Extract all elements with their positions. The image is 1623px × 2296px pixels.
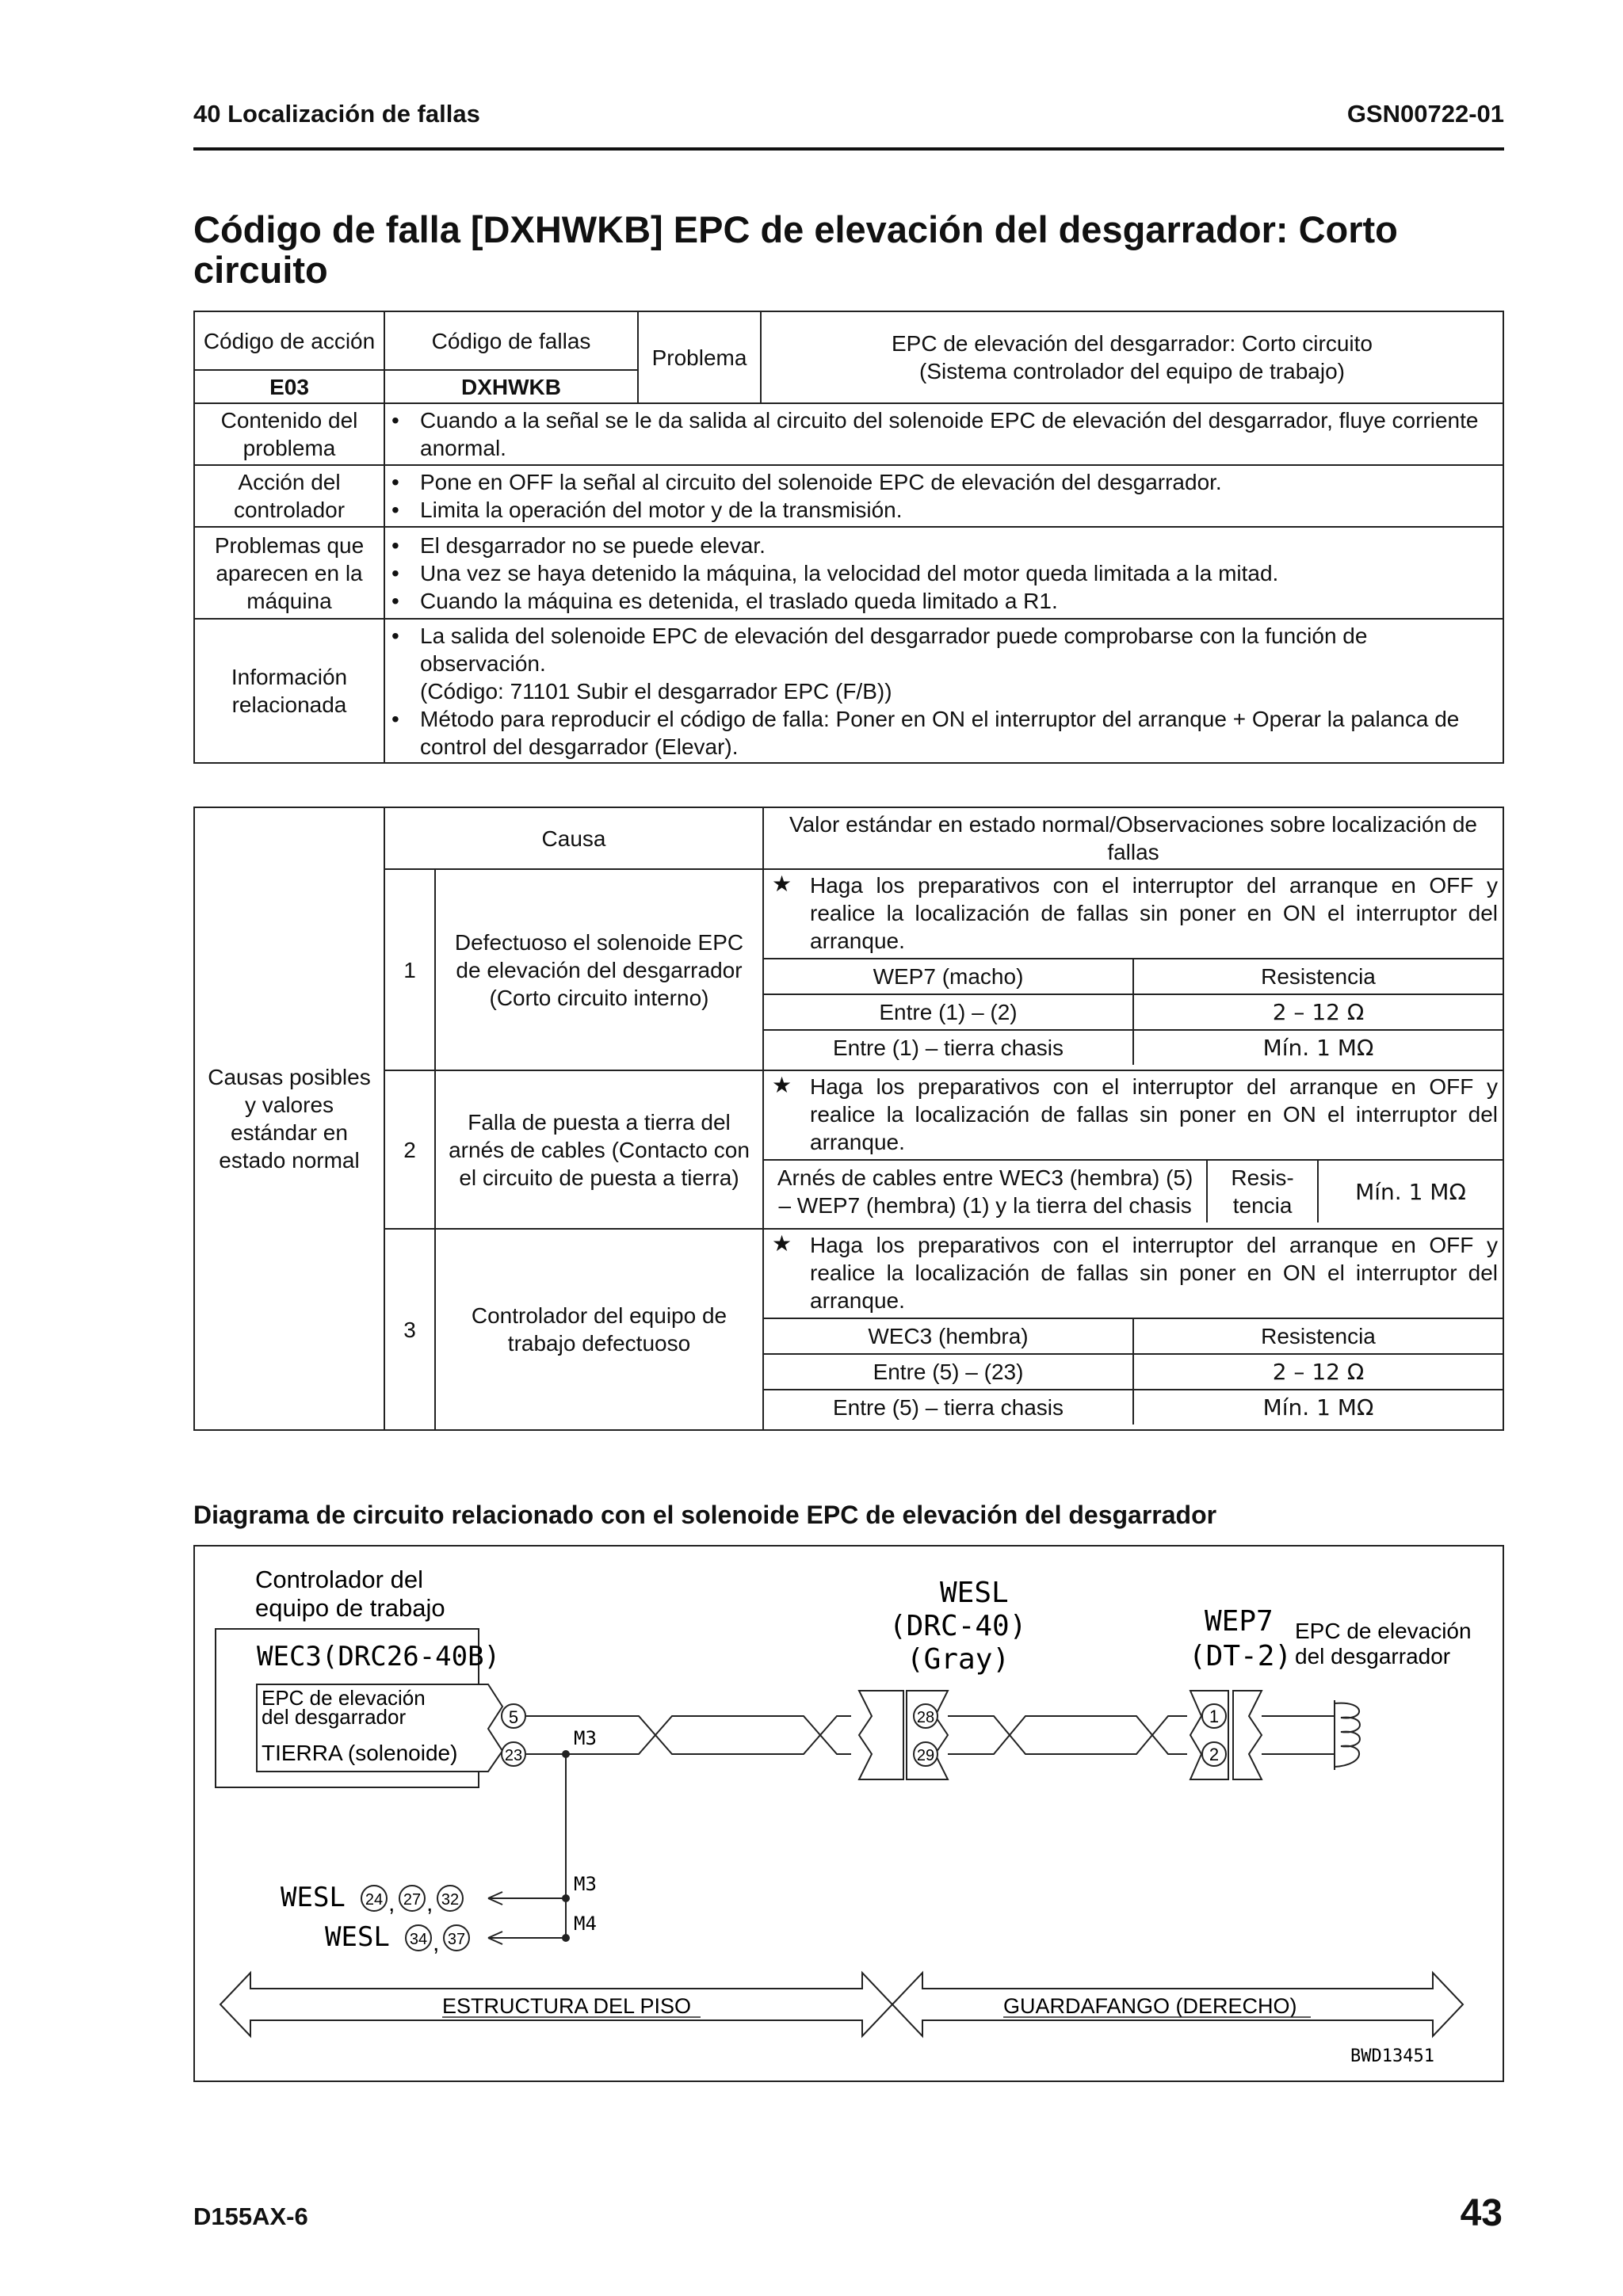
fault-code-label: Código de fallas xyxy=(384,311,638,370)
wesl-color: (Gray) xyxy=(907,1643,1010,1676)
wesl-connector-left xyxy=(859,1691,903,1779)
section-title: 40 Localización de fallas xyxy=(193,100,480,128)
pin-28-label: 28 xyxy=(916,1709,935,1726)
solenoid-label: EPC de elevación xyxy=(1295,1619,1472,1643)
instruction-note: ★ Haga los preparativos con el interruptor del arranque en OFF y realice la localización de fallas sin poner en ON el interruptor del arranque. xyxy=(772,871,1498,953)
junction-dot xyxy=(562,1750,570,1758)
separator: , xyxy=(433,1930,440,1956)
instruction-note: ★ Haga los preparativos con el interruptor del arranque en OFF y realice la localización de fallas sin poner en ON el interruptor del arranque. xyxy=(772,1073,1498,1154)
star-icon: ★ xyxy=(772,1231,792,1256)
wec3-label: WEC3(DRC26-40B) xyxy=(257,1641,501,1672)
wep7-connector-right xyxy=(1233,1691,1262,1779)
bullet-item: • La salida del solenoide EPC de elevación del desgarrador puede comprobarse con la función de observación. xyxy=(391,622,1496,677)
problem-label: Problema xyxy=(638,311,761,403)
pin-2-label: 2 xyxy=(1209,1745,1220,1764)
table-cell: Arnés de cables entre WEC3 (hembra) (5) – WEP7 (hembra) (1) y la tierra del chasis xyxy=(764,1160,1207,1222)
controller-label: equipo de trabajo xyxy=(255,1594,445,1622)
table-cell: Entre (5) – (23) xyxy=(764,1354,1133,1390)
wep7-connector-left xyxy=(1190,1691,1228,1779)
bullet-item: • Pone en OFF la señal al circuito del solenoide EPC de elevación del desgarrador. xyxy=(391,468,1496,496)
causes-table xyxy=(193,807,1504,1431)
arrow-ref1 xyxy=(488,1892,566,1905)
row-machine-problems xyxy=(384,527,1503,619)
zone-label-floor: ESTRUCTURA DEL PISO xyxy=(442,1994,692,2018)
pin-32-label: 32 xyxy=(441,1891,460,1909)
row-label-controller-action: Acción del controlador xyxy=(194,465,384,527)
cause-header: Causa xyxy=(384,807,763,869)
pin-29-label: 29 xyxy=(916,1747,935,1764)
instruction-note: ★ Haga los preparativos con el interruptor del arranque en OFF y realice la localización de fallas sin poner en ON el interruptor del arranque. xyxy=(772,1231,1498,1313)
row-label-related-info: Información relacionada xyxy=(194,619,384,763)
problem-description xyxy=(761,311,1503,403)
value-header: Valor estándar en estado normal/Observaciones sobre localización de fallas xyxy=(763,807,1503,869)
circuit-diagram xyxy=(193,1545,1504,2082)
cause-number: 2 xyxy=(384,1070,435,1229)
controller-label: Controlador del xyxy=(255,1566,423,1593)
wesl-ref-label: WESL xyxy=(325,1921,390,1953)
pin-24-label: 24 xyxy=(365,1891,384,1909)
cause-3-values xyxy=(763,1229,1503,1430)
fault-code: DXHWKB xyxy=(384,370,638,403)
row-controller-action xyxy=(384,465,1503,527)
measurement-table xyxy=(764,1159,1503,1222)
pin-5-label: 5 xyxy=(508,1707,519,1727)
cause-number: 1 xyxy=(384,869,435,1070)
separator: , xyxy=(388,1890,395,1917)
header-rule xyxy=(193,147,1504,151)
bullet-item: • El desgarrador no se puede elevar. xyxy=(391,532,1496,559)
table-cell: 2 – 12 Ω xyxy=(1133,994,1503,1030)
row-label-machine-problems: Problemas que aparecen en la máquina xyxy=(194,527,384,619)
measurement-table xyxy=(764,1318,1503,1425)
causes-side-label: Causas posibles y valores estándar en estado normal xyxy=(194,807,384,1430)
cause-text: Defectuoso el solenoide EPC de elevación del desgarrador (Corto circuito interno) xyxy=(435,869,763,1070)
table-cell: Resistencia xyxy=(1133,1318,1503,1354)
zone-label-fender: GUARDAFANGO (DERECHO) xyxy=(1003,1994,1297,2018)
wep7-label: WEP7 xyxy=(1205,1605,1274,1638)
epc-label: del desgarrador xyxy=(262,1705,407,1729)
pin-23-label: 23 xyxy=(504,1747,523,1764)
page-number: 43 xyxy=(1460,2192,1503,2234)
cause-number: 3 xyxy=(384,1229,435,1430)
row-related-info xyxy=(384,619,1503,763)
document-code: GSN00722-01 xyxy=(1346,100,1504,128)
table-cell: Mín. 1 MΩ xyxy=(1318,1160,1503,1222)
ground-label: TIERRA (solenoide) xyxy=(262,1741,458,1765)
page-title: Código de falla [DXHWKB] EPC de elevación del desgarrador: Corto circuito xyxy=(193,208,1398,291)
wesl-ref-label: WESL xyxy=(281,1882,346,1913)
epc-label: EPC de elevación xyxy=(262,1686,426,1710)
machine-model: D155AX-6 xyxy=(193,2203,308,2230)
wire-29 xyxy=(948,1716,1187,1754)
ground-branch xyxy=(526,1754,566,1941)
measurement-table xyxy=(764,958,1503,1065)
separator: , xyxy=(426,1890,433,1917)
row-content xyxy=(384,403,1503,465)
bullet-item: • Método para reproducir el código de falla: Poner en ON el interruptor del arranque + Operar la palanca de control del desgarrador (Elevar). xyxy=(391,705,1496,761)
bullet-item: • Una vez se haya detenido la máquina, la velocidad del motor queda limitada a la mitad. xyxy=(391,559,1496,587)
table-cell: Mín. 1 MΩ xyxy=(1133,1030,1503,1065)
pin-27-label: 27 xyxy=(403,1891,422,1909)
cause-1-values xyxy=(763,869,1503,1070)
solenoid-coil-icon xyxy=(1335,1703,1360,1767)
table-cell: Mín. 1 MΩ xyxy=(1133,1390,1503,1425)
problem-text-line2: (Sistema controlador del equipo de trabajo) xyxy=(919,359,1345,383)
figure-id: BWD13451 xyxy=(1350,2046,1434,2066)
wire-label-m3: M3 xyxy=(574,1727,597,1749)
star-icon: ★ xyxy=(772,871,792,896)
wep7-spec: (DT-2) xyxy=(1189,1640,1293,1672)
arrow-ref2 xyxy=(488,1932,566,1944)
monitoring-code-note: (Código: 71101 Subir el desgarrador EPC (F/B)) xyxy=(420,678,892,704)
wire-label-m3: M3 xyxy=(574,1873,597,1895)
table-cell: Resis-tencia xyxy=(1207,1160,1318,1222)
cause-2-values xyxy=(763,1070,1503,1229)
problem-text-line1: EPC de elevación del desgarrador: Corto circuito xyxy=(892,331,1373,356)
table-cell: Resistencia xyxy=(1133,959,1503,994)
table-cell: Entre (5) – tierra chasis xyxy=(764,1390,1133,1425)
bullet-item: • Limita la operación del motor y de la transmisión. xyxy=(391,496,1496,524)
cause-text: Controlador del equipo de trabajo defectuoso xyxy=(435,1229,763,1430)
bullet-item: • Cuando la máquina es detenida, el traslado queda limitado a R1. xyxy=(391,587,1496,615)
wire-label-m4: M4 xyxy=(574,1913,597,1935)
solenoid-label: del desgarrador xyxy=(1295,1644,1451,1669)
fault-info-table xyxy=(193,311,1504,764)
table-cell: WEP7 (macho) xyxy=(764,959,1133,994)
action-code: E03 xyxy=(194,370,384,403)
pin-37-label: 37 xyxy=(447,1931,466,1948)
star-icon: ★ xyxy=(772,1073,792,1097)
table-cell: Entre (1) – tierra chasis xyxy=(764,1030,1133,1065)
wesl-spec: (DRC-40) xyxy=(889,1610,1027,1642)
action-code-label: Código de acción xyxy=(194,311,384,370)
wesl-label: WESL xyxy=(940,1577,1009,1609)
table-cell: Entre (1) – (2) xyxy=(764,994,1133,1030)
table-cell: 2 – 12 Ω xyxy=(1133,1354,1503,1390)
diagram-heading: Diagrama de circuito relacionado con el solenoide EPC de elevación del desgarrador xyxy=(193,1501,1217,1529)
bullet-item: • Cuando a la señal se le da salida al circuito del solenoide EPC de elevación del desgarrador, fluye corriente anormal. xyxy=(391,406,1496,462)
cause-text: Falla de puesta a tierra del arnés de cables (Contacto con el circuito de puesta a tierra) xyxy=(435,1070,763,1229)
table-cell: WEC3 (hembra) xyxy=(764,1318,1133,1354)
row-label-content: Contenido del problema xyxy=(194,403,384,465)
pin-34-label: 34 xyxy=(409,1931,428,1948)
pin-1-label: 1 xyxy=(1209,1707,1220,1726)
